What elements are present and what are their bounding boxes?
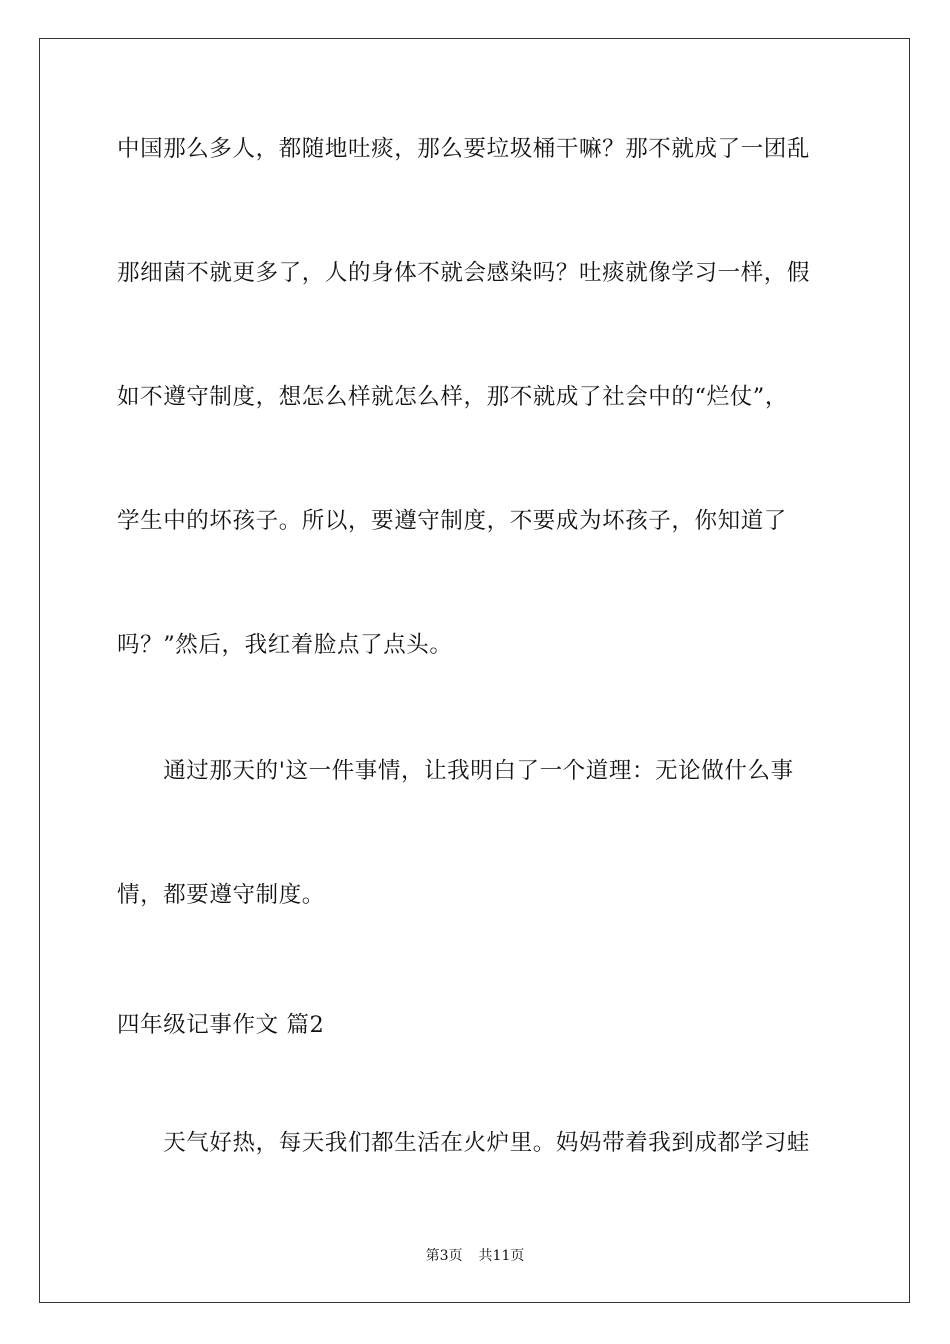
body-line: 情，都要遵守制度。 [117,882,325,908]
body-line: 那细菌不就更多了，人的身体不就会感染吗？吐痰就像学习一样，假 [117,260,811,286]
body-line: 吗？”然后，我红着脸点了点头。 [117,632,453,658]
body-line: 天气好热，每天我们都生活在火炉里。妈妈带着我到成都学习蛙 [117,1130,811,1156]
body-line: 如不遵守制度，想怎么样就怎么样，那不就成了社会中的“烂仗”， [117,384,789,410]
body-line: 学生中的坏孩子。所以，要遵守制度，不要成为坏孩子，你知道了 [117,508,787,534]
page-number: 第3页 [425,1248,463,1264]
body-line: 通过那天的'这一件事情，让我明白了一个道理：无论做什么事 [117,758,794,784]
body-line: 中国那么多人，都随地吐痰，那么要垃圾桶干嘛？那不就成了一团乱 [117,136,811,162]
section-heading: 四年级记事作文 篇2 [117,1012,325,1038]
page-border [39,38,910,1303]
page-total: 共11页 [478,1248,525,1264]
page-footer [0,1246,950,1266]
